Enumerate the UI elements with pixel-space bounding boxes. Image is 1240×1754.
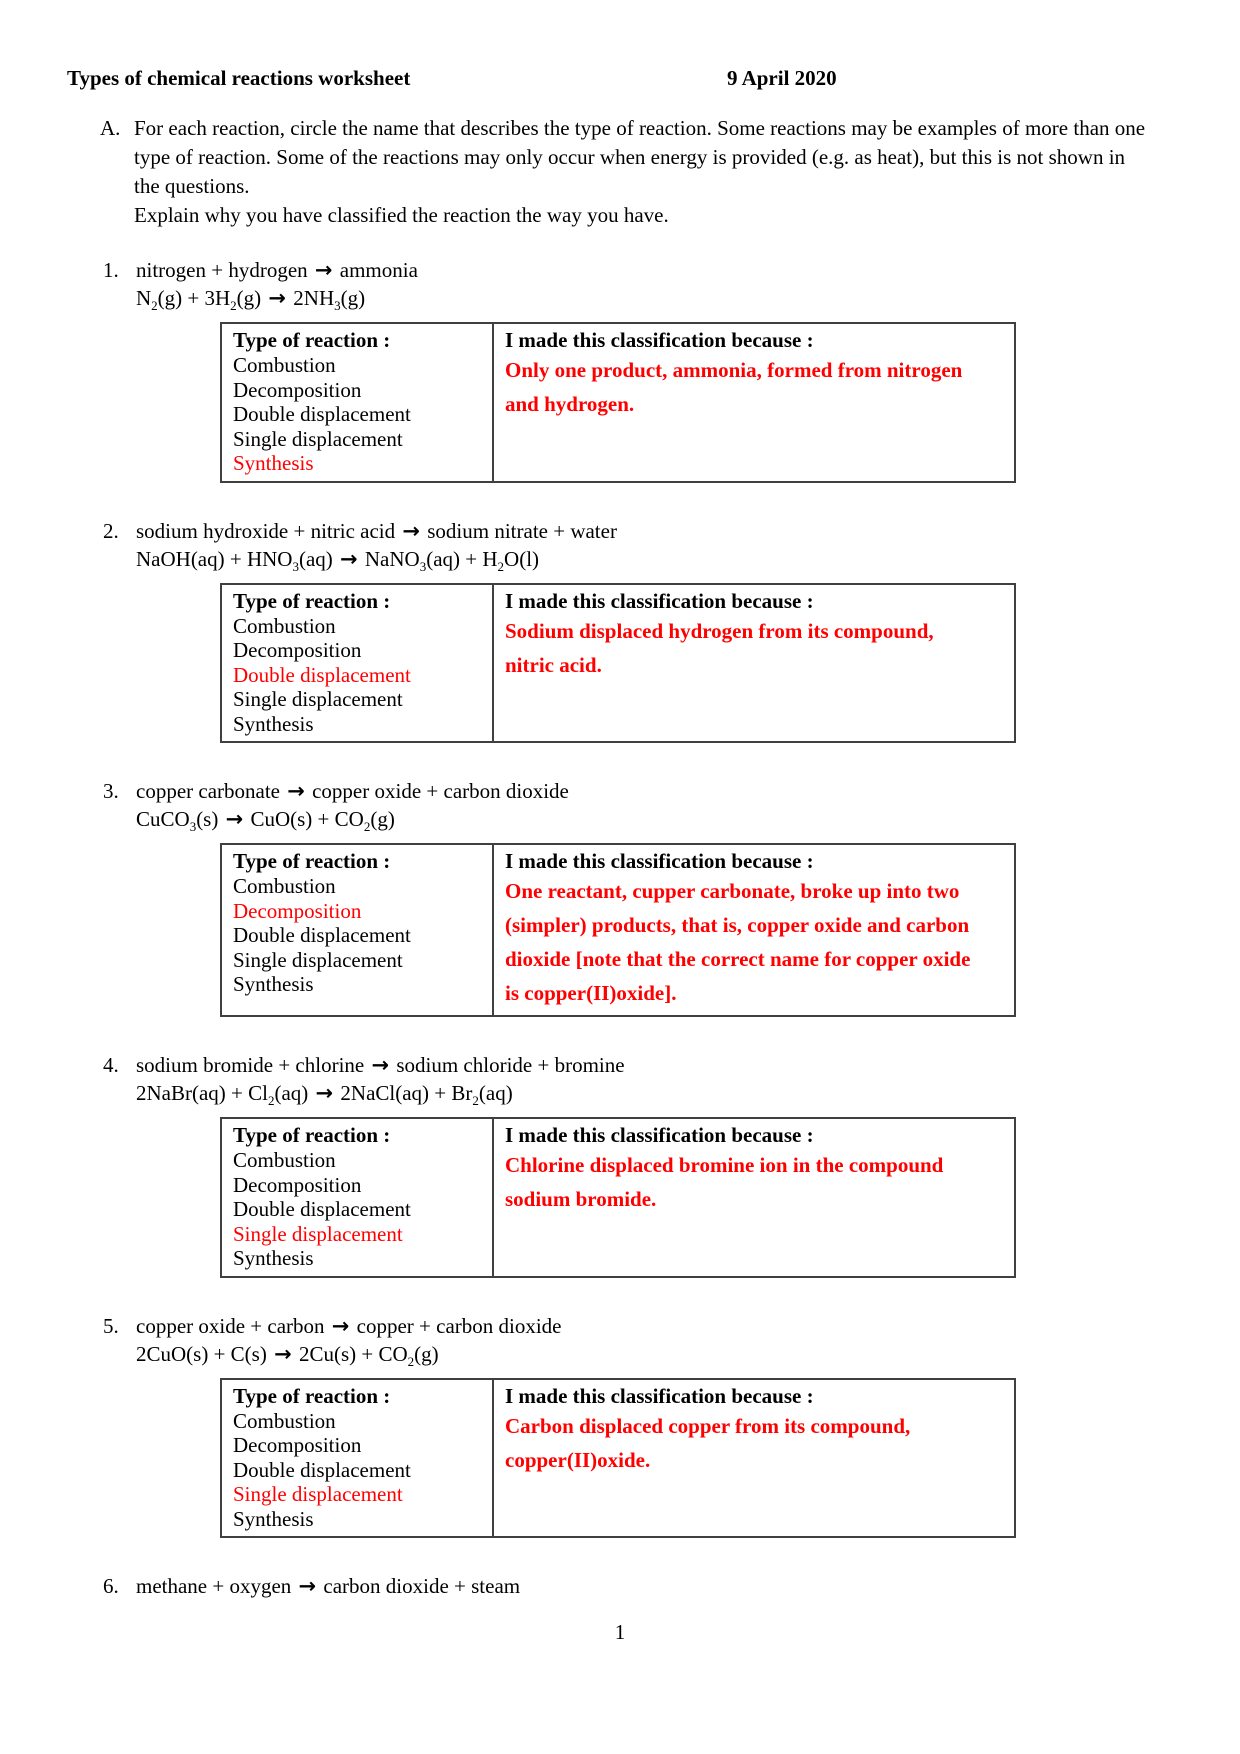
subscript: 3 [419,558,427,574]
reason-line: is copper(II)oxide]. [505,981,677,1005]
subscript: 2 [151,298,158,314]
because-column [493,584,1015,743]
classification-table [220,1117,1016,1278]
instruction-text [134,114,1154,230]
reaction-option-synthesis: Synthesis [233,972,314,996]
type-of-reaction-header: Type of reaction : [233,849,391,873]
reaction-option-double-displacement: Double displacement [233,662,411,687]
question-number: 6. [103,1574,119,1598]
reaction-option-decomposition: Decomposition [233,638,362,662]
reaction-option-decomposition: Decomposition [233,898,362,923]
classification-table [220,322,1016,483]
right-arrow-icon: → [314,258,333,282]
type-of-reaction-header: Type of reaction : [233,588,391,613]
question-line [103,256,1170,284]
classification-table [220,1378,1016,1539]
reaction-option-combustion: Combustion [233,874,336,898]
question-3 [103,777,1170,1017]
reason-text [505,1409,1003,1477]
reaction-option-single-displacement: Single displacement [233,1482,403,1506]
subscript: 2 [363,819,371,835]
right-arrow-icon: → [402,518,420,543]
right-arrow-icon: → [274,1341,292,1366]
reason-line: and hydrogen. [505,392,635,416]
because-column [493,844,1015,1016]
reaction-option-synthesis: Synthesis [233,711,314,736]
because-column [493,1118,1015,1277]
chemical-equation: CuCO$_3$(s) → $CuO(s) + CO_2(g)$ [136,807,395,835]
classification-table-row [221,323,1015,482]
right-arrow-icon: → [268,286,287,310]
instructions-section [100,114,1170,230]
reason-line: Carbon displaced copper from its compound, [505,1413,911,1438]
word-equation: sodium hydroxide + nitric acid → sodium nitrate + water [136,518,617,543]
question-line [103,1312,1170,1340]
instruction-paragraph-1: For each reaction, circle the name that describes the type of reaction. Some reactions may be examples of more than one type of reaction. Some of the reactions may only occur when energy is provided (e.g. as heat), but this is not shown in the questions. [134,116,1146,198]
right-arrow-icon: → [315,1081,334,1105]
subscript: 2 [472,1093,479,1109]
reaction-option-single-displacement: Single displacement [233,687,403,711]
type-column [221,1118,493,1277]
doc-header [67,66,1170,94]
reason-line: One reactant, cupper carbonate, broke up into two [505,879,960,903]
reason-line: dioxide [note that the correct name for copper oxide [505,947,971,971]
word-equation: sodium bromide + chlorine → sodium chloride + bromine [136,1053,625,1077]
question-number: 1. [103,258,119,282]
reason-text [505,614,1003,682]
question-line [103,1572,1170,1600]
reaction-option-synthesis: Synthesis [233,451,314,475]
subscript: 3 [189,819,197,835]
reaction-option-single-displacement: Single displacement [233,947,403,972]
doc-title: Types of chemical reactions worksheet [67,66,411,90]
subscript: 2 [267,1093,275,1109]
reaction-option-single-displacement: Single displacement [233,426,403,451]
type-of-reaction-header: Type of reaction : [233,1383,391,1408]
question-2 [103,517,1170,744]
word-equation: copper oxide + carbon → copper + carbon dioxide [136,1313,562,1338]
chemical-equation: $2CuO(s) + C(s) \to 2Cu(s) + CO_2(g)$ [136,1341,439,1369]
question-number: 3. [103,779,119,803]
right-arrow-icon: → [371,1053,390,1077]
because-header: I made this classification because : [505,588,814,613]
right-arrow-icon: → [298,1574,317,1598]
chemical-equation: NaOH(aq) + $HNO_3(aq)$ → NaNO$_3$(aq) + $H_2O(l)$ [136,546,540,574]
reason-line: sodium bromide. [505,1187,657,1211]
word-equation: methane + oxygen → carbon dioxide + steam [136,1574,521,1598]
because-header: I made this classification because : [505,328,814,352]
word-equation: copper carbonate → copper oxide + carbon dioxide [136,779,569,803]
reaction-option-synthesis: Synthesis [233,1246,314,1270]
subscript: 2 [230,298,237,314]
right-arrow-icon: → [225,807,244,831]
because-header: I made this classification because : [505,1123,814,1147]
because-header: I made this classification because : [505,1383,814,1408]
type-column [221,584,493,743]
question-5 [103,1312,1170,1539]
subscript: 3 [334,298,341,314]
reaction-option-synthesis: Synthesis [233,1506,314,1531]
reason-line: copper(II)oxide. [505,1447,651,1472]
right-arrow-icon: → [340,546,358,571]
question-4 [103,1051,1170,1278]
subscript: 3 [292,558,299,574]
reason-text [505,874,1003,1010]
question-number: 2. [103,518,119,543]
subscript: 2 [407,1353,415,1369]
right-arrow-icon: → [331,1313,350,1338]
classification-table-row [221,1118,1015,1277]
reason-text [505,1148,1003,1216]
question-1 [103,256,1170,483]
type-column [221,323,493,482]
reason-line: (simpler) products, that is, copper oxide and carbon [505,913,970,937]
type-of-reaction-header: Type of reaction : [233,1123,391,1147]
instruction-paragraph-2: Explain why you have classified the reaction the way you have. [134,203,669,227]
instruction-label: A. [100,116,121,140]
classification-table-row [221,584,1015,743]
reaction-option-combustion: Combustion [233,353,336,377]
because-column [493,1379,1015,1538]
reaction-option-decomposition: Decomposition [233,1433,362,1457]
reaction-option-decomposition: Decomposition [233,377,362,402]
type-column [221,844,493,1016]
question-line [103,777,1170,805]
reaction-option-decomposition: Decomposition [233,1172,362,1197]
reaction-option-single-displacement: Single displacement [233,1221,403,1246]
chemical-equation: $N_2(g) + 3H_2(g) \to 2NH_3(g)$ [136,286,366,314]
subscript: 2 [497,558,505,574]
reaction-option-double-displacement: Double displacement [233,402,411,426]
chemical-equation: 2NaBr(aq) + $Cl_2(aq)$ → 2NaCl(aq) + $Br_2(aq)$ [136,1081,513,1109]
reason-line: Sodium displaced hydrogen from its compound, [505,618,934,643]
reaction-option-double-displacement: Double displacement [233,1457,411,1482]
page-number: 1 [614,1620,626,1644]
reason-line: Only one product, ammonia, formed from nitrogen [505,358,963,382]
questions-list [67,256,1170,1600]
classification-table [220,843,1016,1017]
classification-table-row [221,844,1015,1016]
word-equation: nitrogen + hydrogen → ammonia [136,258,418,282]
reaction-option-double-displacement: Double displacement [233,1197,411,1221]
question-line [103,1051,1170,1079]
doc-date: 9 April 2020 [727,66,837,90]
because-column [493,323,1015,482]
reason-text [505,353,1003,421]
type-column [221,1379,493,1538]
question-number: 4. [103,1053,119,1077]
type-of-reaction-header: Type of reaction : [233,328,391,352]
reaction-option-combustion: Combustion [233,613,336,638]
right-arrow-icon: → [287,779,305,803]
question-number: 5. [103,1313,119,1338]
question-line [103,517,1170,545]
reason-line: nitric acid. [505,652,602,677]
reason-line: Chlorine displaced bromine ion in the compound [505,1153,944,1177]
reaction-option-double-displacement: Double displacement [233,923,411,947]
reaction-option-combustion: Combustion [233,1408,336,1433]
because-header: I made this classification because : [505,849,814,873]
classification-table [220,583,1016,744]
classification-table-row [221,1379,1015,1538]
reaction-option-combustion: Combustion [233,1148,336,1172]
question-6 [103,1572,1170,1600]
